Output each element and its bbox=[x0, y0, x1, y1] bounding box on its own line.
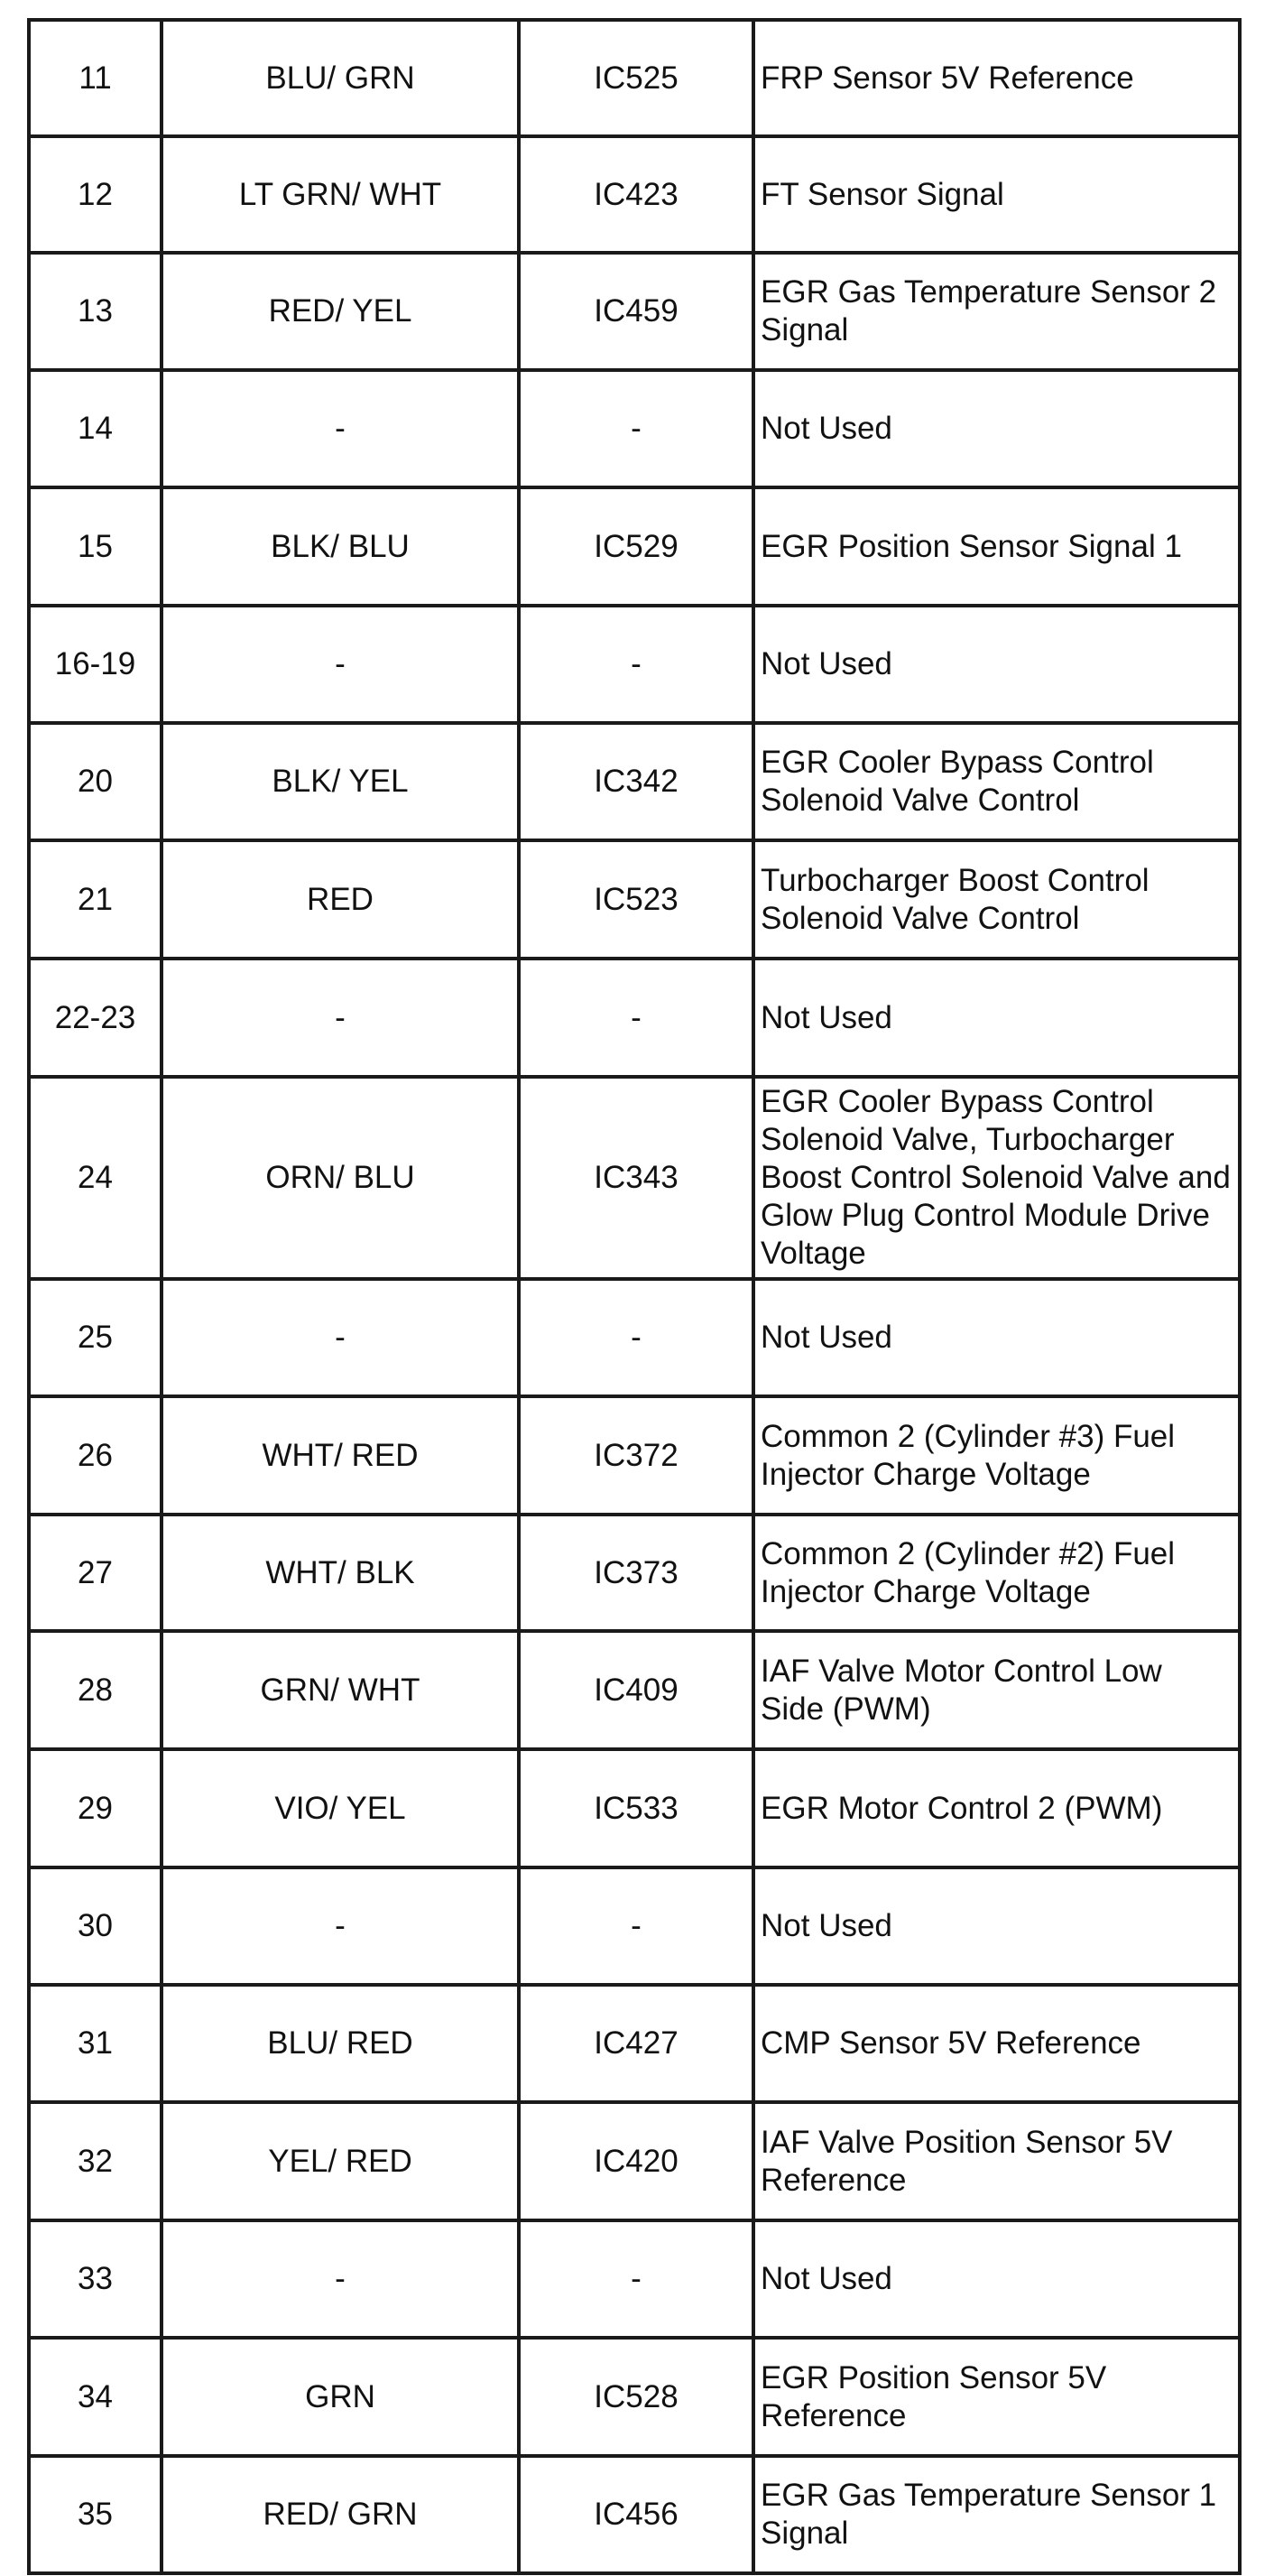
pin-cell: 14 bbox=[29, 370, 162, 487]
circuit-cell: IC409 bbox=[519, 1631, 753, 1749]
function-cell: IAF Valve Motor Control Low Side (PWM) bbox=[753, 1631, 1240, 1749]
function-cell: Not Used bbox=[753, 959, 1240, 1077]
table-row bbox=[29, 606, 1240, 723]
circuit-cell: - bbox=[519, 606, 753, 723]
table-row bbox=[29, 723, 1240, 840]
circuit-cell: IC459 bbox=[519, 253, 753, 370]
table-row bbox=[29, 20, 1240, 136]
wire-color-cell: WHT/ BLK bbox=[162, 1515, 519, 1631]
wire-color-cell: BLK/ BLU bbox=[162, 487, 519, 606]
function-cell: Not Used bbox=[753, 2220, 1240, 2338]
table-row bbox=[29, 959, 1240, 1077]
wire-color-cell: RED bbox=[162, 840, 519, 959]
circuit-cell: IC343 bbox=[519, 1077, 753, 1279]
wire-color-cell: - bbox=[162, 370, 519, 487]
pin-cell: 29 bbox=[29, 1749, 162, 1867]
table-row bbox=[29, 1749, 1240, 1867]
pin-cell: 33 bbox=[29, 2220, 162, 2338]
circuit-cell: - bbox=[519, 370, 753, 487]
wire-color-cell: - bbox=[162, 959, 519, 1077]
table-row bbox=[29, 1396, 1240, 1515]
circuit-cell: IC372 bbox=[519, 1396, 753, 1515]
table-row bbox=[29, 370, 1240, 487]
pin-cell: 21 bbox=[29, 840, 162, 959]
function-cell: EGR Cooler Bypass Control Solenoid Valve, Turbocharger Boost Control Solenoid Valve and Glow Plug Control Module Drive Voltage bbox=[753, 1077, 1240, 1279]
wire-color-cell: GRN/ WHT bbox=[162, 1631, 519, 1749]
circuit-cell: IC523 bbox=[519, 840, 753, 959]
wire-color-cell: ORN/ BLU bbox=[162, 1077, 519, 1279]
circuit-cell: - bbox=[519, 2220, 753, 2338]
circuit-cell: IC456 bbox=[519, 2456, 753, 2573]
function-cell: EGR Cooler Bypass Control Solenoid Valve Control bbox=[753, 723, 1240, 840]
wire-color-cell: - bbox=[162, 2220, 519, 2338]
function-cell: IAF Valve Position Sensor 5V Reference bbox=[753, 2102, 1240, 2220]
pin-cell: 32 bbox=[29, 2102, 162, 2220]
pin-cell: 28 bbox=[29, 1631, 162, 1749]
wire-color-cell: BLK/ YEL bbox=[162, 723, 519, 840]
pin-cell: 31 bbox=[29, 1985, 162, 2102]
circuit-cell: IC423 bbox=[519, 136, 753, 253]
wire-color-cell: GRN bbox=[162, 2338, 519, 2456]
wire-color-cell: YEL/ RED bbox=[162, 2102, 519, 2220]
pin-cell: 22-23 bbox=[29, 959, 162, 1077]
wire-color-cell: VIO/ YEL bbox=[162, 1749, 519, 1867]
pin-cell: 12 bbox=[29, 136, 162, 253]
function-cell: EGR Position Sensor 5V Reference bbox=[753, 2338, 1240, 2456]
function-cell: Common 2 (Cylinder #2) Fuel Injector Charge Voltage bbox=[753, 1515, 1240, 1631]
wire-color-cell: WHT/ RED bbox=[162, 1396, 519, 1515]
circuit-cell: - bbox=[519, 1867, 753, 1985]
wire-color-cell: RED/ GRN bbox=[162, 2456, 519, 2573]
table-row bbox=[29, 1867, 1240, 1985]
function-cell: Not Used bbox=[753, 1279, 1240, 1396]
function-cell: Turbocharger Boost Control Solenoid Valve Control bbox=[753, 840, 1240, 959]
function-cell: EGR Position Sensor Signal 1 bbox=[753, 487, 1240, 606]
pin-cell: 35 bbox=[29, 2456, 162, 2573]
function-cell: CMP Sensor 5V Reference bbox=[753, 1985, 1240, 2102]
pin-cell: 24 bbox=[29, 1077, 162, 1279]
function-cell: EGR Gas Temperature Sensor 2 Signal bbox=[753, 253, 1240, 370]
function-cell: EGR Motor Control 2 (PWM) bbox=[753, 1749, 1240, 1867]
circuit-cell: IC525 bbox=[519, 20, 753, 136]
pin-cell: 20 bbox=[29, 723, 162, 840]
pin-cell: 13 bbox=[29, 253, 162, 370]
pin-cell: 25 bbox=[29, 1279, 162, 1396]
table-row bbox=[29, 1985, 1240, 2102]
table-row bbox=[29, 253, 1240, 370]
pinout-table-body bbox=[29, 20, 1240, 2573]
table-row bbox=[29, 1077, 1240, 1279]
table-row bbox=[29, 2102, 1240, 2220]
wire-color-cell: RED/ YEL bbox=[162, 253, 519, 370]
pin-cell: 16-19 bbox=[29, 606, 162, 723]
table-row bbox=[29, 1515, 1240, 1631]
circuit-cell: IC373 bbox=[519, 1515, 753, 1631]
pin-cell: 26 bbox=[29, 1396, 162, 1515]
function-cell: FRP Sensor 5V Reference bbox=[753, 20, 1240, 136]
circuit-cell: IC528 bbox=[519, 2338, 753, 2456]
table-row bbox=[29, 840, 1240, 959]
pin-cell: 30 bbox=[29, 1867, 162, 1985]
wire-color-cell: BLU/ GRN bbox=[162, 20, 519, 136]
wire-color-cell: BLU/ RED bbox=[162, 1985, 519, 2102]
function-cell: Common 2 (Cylinder #3) Fuel Injector Charge Voltage bbox=[753, 1396, 1240, 1515]
circuit-cell: IC427 bbox=[519, 1985, 753, 2102]
function-cell: Not Used bbox=[753, 606, 1240, 723]
circuit-cell: - bbox=[519, 1279, 753, 1396]
function-cell: Not Used bbox=[753, 370, 1240, 487]
pin-cell: 27 bbox=[29, 1515, 162, 1631]
circuit-cell: IC529 bbox=[519, 487, 753, 606]
wire-color-cell: - bbox=[162, 1279, 519, 1396]
table-row bbox=[29, 1279, 1240, 1396]
circuit-cell: - bbox=[519, 959, 753, 1077]
pin-cell: 34 bbox=[29, 2338, 162, 2456]
table-row bbox=[29, 1631, 1240, 1749]
pinout-table bbox=[27, 18, 1242, 2575]
pin-cell: 11 bbox=[29, 20, 162, 136]
table-row bbox=[29, 2220, 1240, 2338]
circuit-cell: IC533 bbox=[519, 1749, 753, 1867]
circuit-cell: IC342 bbox=[519, 723, 753, 840]
wire-color-cell: LT GRN/ WHT bbox=[162, 136, 519, 253]
function-cell: Not Used bbox=[753, 1867, 1240, 1985]
circuit-cell: IC420 bbox=[519, 2102, 753, 2220]
wire-color-cell: - bbox=[162, 606, 519, 723]
table-row bbox=[29, 2338, 1240, 2456]
function-cell: FT Sensor Signal bbox=[753, 136, 1240, 253]
table-row bbox=[29, 2456, 1240, 2573]
pin-cell: 15 bbox=[29, 487, 162, 606]
table-row bbox=[29, 487, 1240, 606]
table-row bbox=[29, 136, 1240, 253]
function-cell: EGR Gas Temperature Sensor 1 Signal bbox=[753, 2456, 1240, 2573]
wire-color-cell: - bbox=[162, 1867, 519, 1985]
